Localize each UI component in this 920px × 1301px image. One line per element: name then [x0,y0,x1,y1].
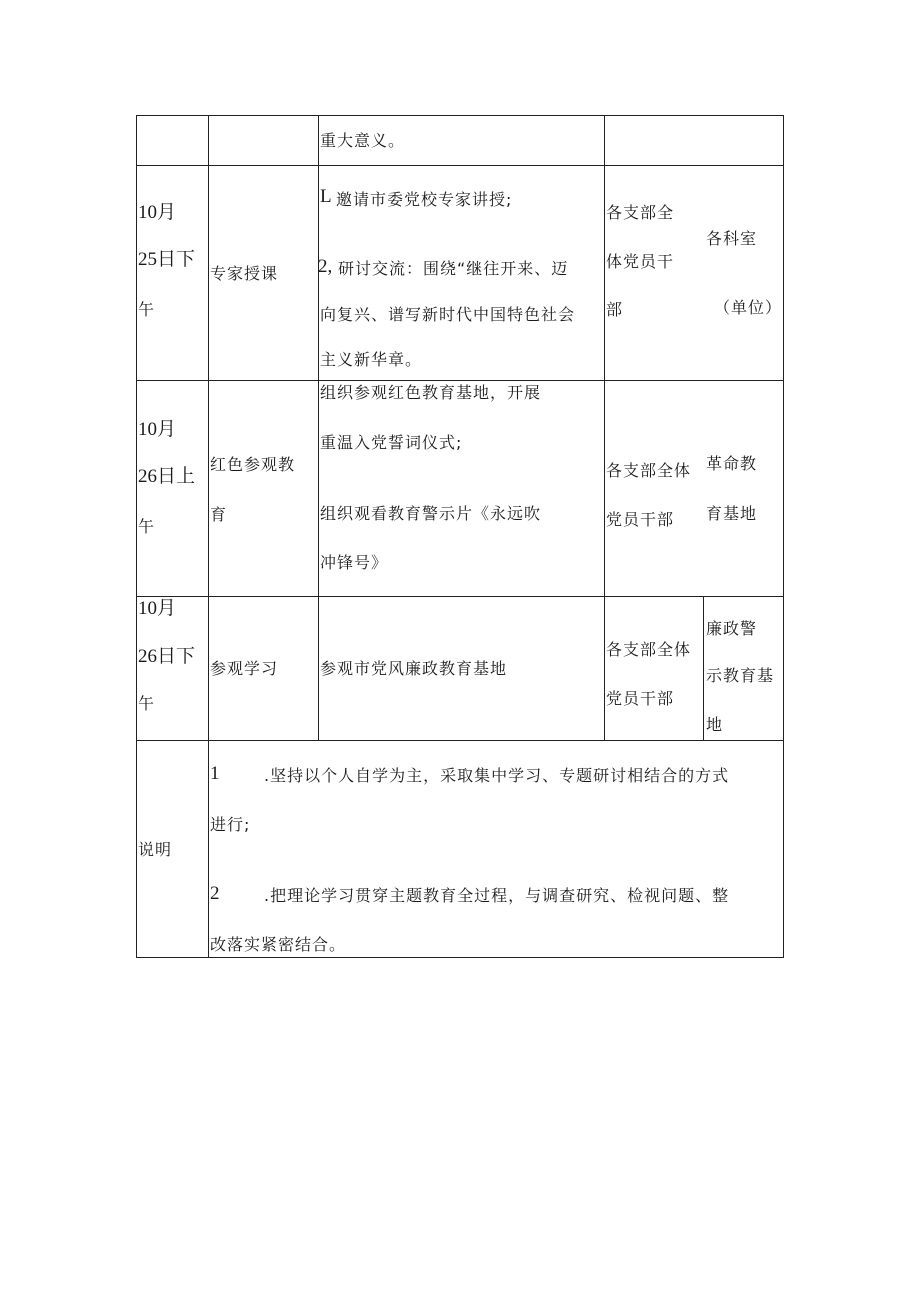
row-divider [136,165,784,166]
notes-text: .把理论学习贯穿主题教育全过程，与调查研究、检视问题、整 [264,886,730,905]
participants-cell: 部 [606,300,624,319]
list-number: L [320,186,332,207]
date-period: 午 [138,694,156,713]
notes-text: .坚持以个人自学为主，采取集中学习、专题研讨相结合的方式 [264,766,730,785]
participants-cell: 各支部全体 [606,461,692,480]
column-divider [318,115,319,740]
location-cell: 廉政警 [706,619,758,638]
activity-cell: 专家授课 [210,264,279,283]
content-cell-text: 研讨交流：围绕“继往开来、迈 [338,259,569,278]
list-number: 2, [318,256,333,277]
notes-text: 进行; [210,815,251,834]
notes-label: 说明 [138,840,173,859]
location-cell: 地 [706,715,724,734]
table-border-left [136,115,137,958]
content-cell-text: 重大意义。 [320,131,406,150]
content-cell-text: 组织参观红色教育基地，开展 [320,383,542,402]
activity-cell: 育 [210,505,228,524]
content-cell-text: 重温入党誓词仪式; [320,433,463,452]
content-cell-text: 邀请市委党校专家讲授; [336,190,513,209]
content-cell-text: 冲锋号》 [320,553,389,572]
table-border-right [783,115,784,958]
column-divider [703,596,704,740]
content-cell-text: 参观市党风廉政教育基地 [320,659,508,678]
row-divider [136,596,784,597]
location-cell: 各科室 [706,229,758,248]
notes-text: 改落实紧密结合。 [210,935,347,954]
date-period: 午 [138,517,156,536]
date-day: 26日下 [138,646,196,667]
location-cell: （单位） [714,298,783,317]
date-month: 10月 [138,598,177,619]
participants-cell: 党员干部 [606,510,675,529]
date-day: 26日上 [138,466,196,487]
date-month: 10月 [138,419,177,440]
column-divider [604,115,605,740]
date-period: 午 [138,300,156,319]
participants-cell: 各支部全 [606,203,675,222]
table-border-top [136,115,784,116]
participants-cell: 体党员干 [606,252,675,271]
location-cell: 育基地 [706,504,758,523]
location-cell: 革命教 [706,454,758,473]
table-border-bottom [136,957,784,958]
column-divider [208,115,209,958]
row-divider [136,740,784,741]
date-day: 25日下 [138,249,196,270]
activity-cell: 参观学习 [210,659,279,678]
content-cell-text: 组织观看教育警示片《永远吹 [320,504,542,523]
date-month: 10月 [138,202,177,223]
list-number: 1 [210,763,220,784]
list-number: 2 [210,883,220,904]
participants-cell: 党员干部 [606,689,675,708]
content-cell-text: 向复兴、谱写新时代中国特色社会 [320,305,576,324]
row-divider [136,380,784,381]
activity-cell: 红色参观教 [210,455,296,474]
participants-cell: 各支部全体 [606,640,692,659]
location-cell: 示教育基 [706,666,775,685]
content-cell-text: 主义新华章。 [320,350,423,369]
